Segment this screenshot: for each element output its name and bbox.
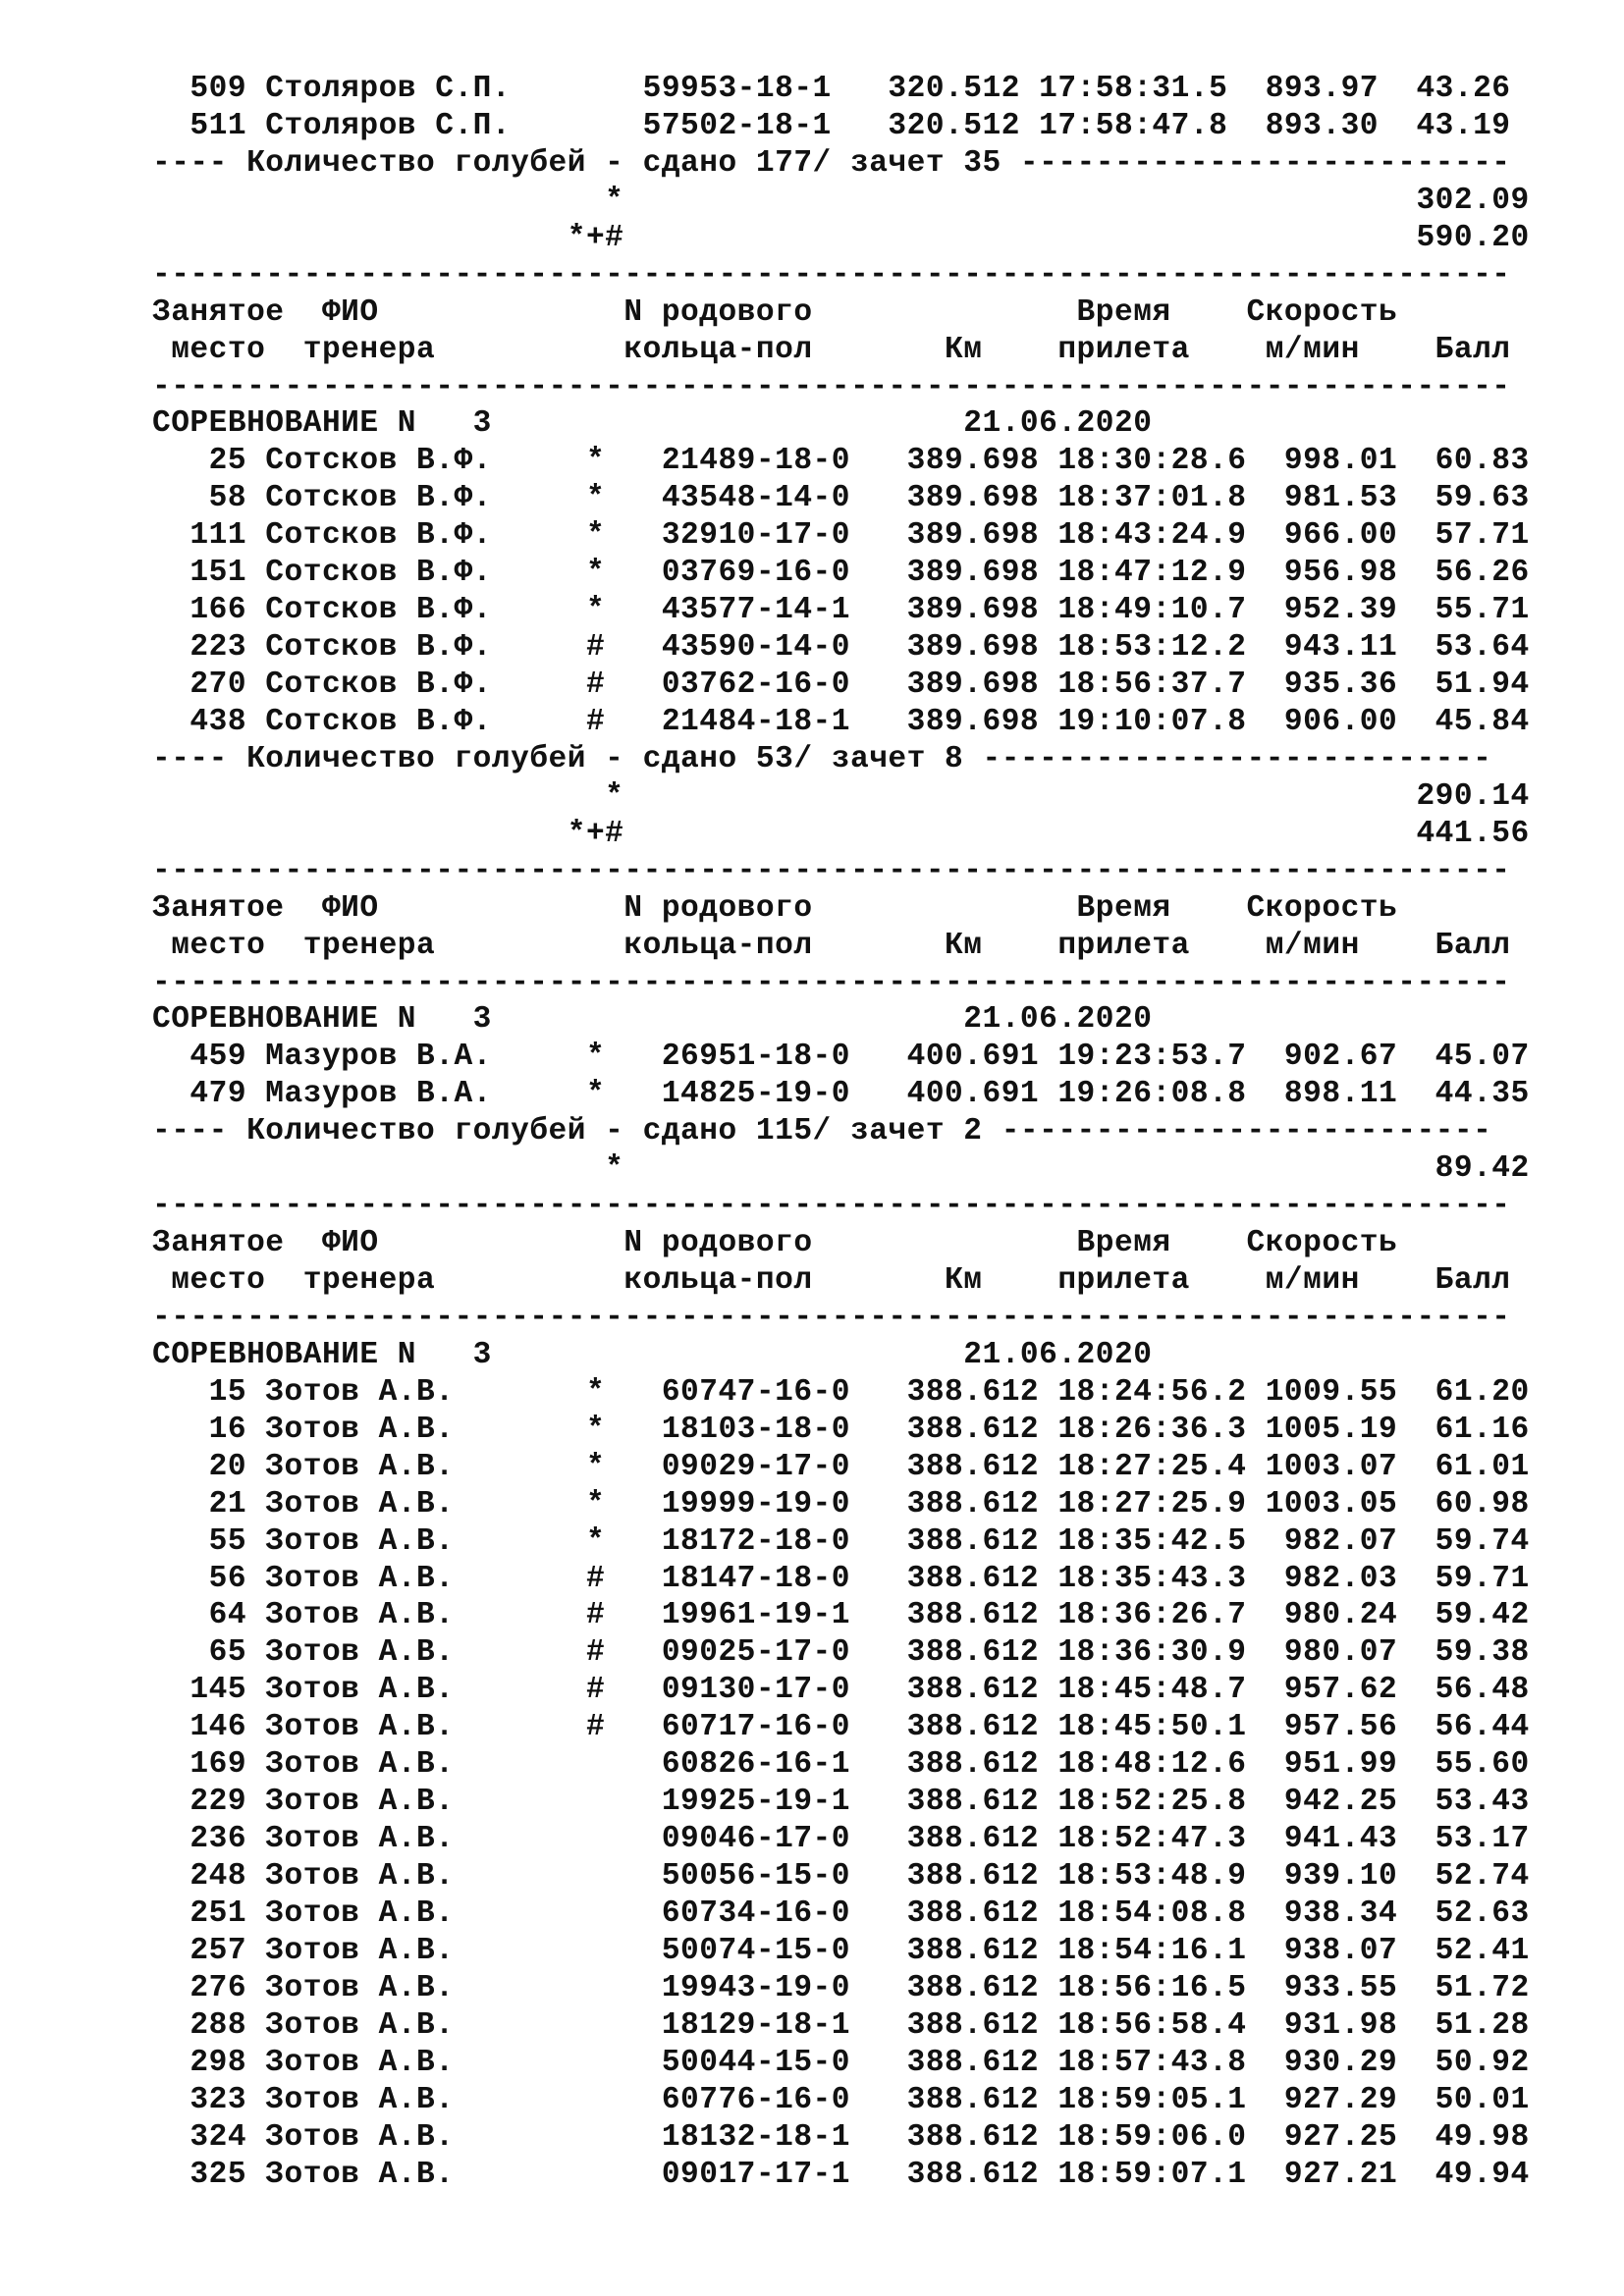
separator-line: ------------------------------------------------------------------------ [152, 257, 1511, 293]
result-row: 236 Зотов А.В. 09046-17-0 388.612 18:52:47.3 941.43 53.17 [152, 1822, 1530, 1857]
result-row: 21 Зотов А.В. * 19999-19-0 388.612 18:27:25.9 1003.05 60.98 [152, 1486, 1530, 1522]
result-row: 145 Зотов А.В. # 09130-17-0 388.612 18:45:48.7 957.62 56.48 [152, 1673, 1530, 1708]
result-row: 323 Зотов А.В. 60776-16-0 388.612 18:59:05.1 927.29 50.01 [152, 2082, 1530, 2117]
result-row: 151 Сотсков В.Ф. * 03769-16-0 389.698 18:47:12.9 956.98 56.26 [152, 556, 1530, 591]
result-row: 276 Зотов А.В. 19943-19-0 388.612 18:56:16.5 933.55 51.72 [152, 1970, 1530, 2005]
separator-line: ------------------------------------------------------------------------ [152, 1300, 1511, 1335]
result-row: 298 Зотов А.В. 50044-15-0 388.612 18:57:43.8 930.29 50.92 [152, 2045, 1530, 2080]
result-row: 229 Зотов А.В. 19925-19-1 388.612 18:52:25.8 942.25 53.43 [152, 1785, 1530, 1820]
column-header: место тренера кольца-пол Км прилета м/мин Балл [152, 928, 1511, 963]
summary-line: ---- Количество голубей - сдано 115/ зачет 2 -------------------------- [152, 1114, 1492, 1149]
result-row: 324 Зотов А.В. 18132-18-1 388.612 18:59:06.0 927.25 49.98 [152, 2119, 1530, 2155]
result-row: 248 Зотов А.В. 50056-15-0 388.612 18:53:48.9 939.10 52.74 [152, 1859, 1530, 1894]
result-row: 223 Сотсков В.Ф. # 43590-14-0 389.698 18:53:12.2 943.11 53.64 [152, 630, 1530, 666]
competition-header: СОРЕВНОВАНИЕ N 3 21.06.2020 [152, 1002, 1153, 1038]
result-row: 55 Зотов А.В. * 18172-18-0 388.612 18:35:42.5 982.07 59.74 [152, 1523, 1530, 1559]
subtotal-line: *+# 441.56 [152, 816, 1530, 851]
column-header: место тренера кольца-пол Км прилета м/мин Балл [152, 1263, 1511, 1298]
column-header: место тренера кольца-пол Км прилета м/мин Балл [152, 332, 1511, 367]
summary-line: ---- Количество голубей - сдано 53/ зачет 8 --------------------------- [152, 741, 1492, 776]
result-row: 438 Сотсков В.Ф. # 21484-18-1 389.698 19:10:07.8 906.00 45.84 [152, 704, 1530, 739]
result-row: 56 Зотов А.В. # 18147-18-0 388.612 18:35:43.3 982.03 59.71 [152, 1561, 1530, 1596]
result-row: 111 Сотсков В.Ф. * 32910-17-0 389.698 18:43:24.9 966.00 57.71 [152, 518, 1530, 554]
result-row: 166 Сотсков В.Ф. * 43577-14-1 389.698 18:49:10.7 952.39 55.71 [152, 593, 1530, 628]
column-header: Занятое ФИО N родового Время Скорость [152, 890, 1398, 926]
result-row: 65 Зотов А.В. # 09025-17-0 388.612 18:36:30.9 980.07 59.38 [152, 1635, 1530, 1671]
subtotal-line: * 302.09 [152, 183, 1530, 218]
competition-header: СОРЕВНОВАНИЕ N 3 21.06.2020 [152, 406, 1153, 442]
result-row: 169 Зотов А.В. 60826-16-1 388.612 18:48:12.6 951.99 55.60 [152, 1747, 1530, 1783]
summary-line: ---- Количество голубей - сдано 177/ зачет 35 -------------------------- [152, 145, 1511, 181]
column-header: Занятое ФИО N родового Время Скорость [152, 1226, 1398, 1261]
result-row: 288 Зотов А.В. 18129-18-1 388.612 18:56:58.4 931.98 51.28 [152, 2007, 1530, 2043]
result-row: 459 Мазуров В.А. * 26951-18-0 400.691 19:23:53.7 902.67 45.07 [152, 1040, 1530, 1075]
subtotal-line: * 89.42 [152, 1151, 1530, 1187]
separator-line: ------------------------------------------------------------------------ [152, 369, 1511, 404]
result-row: 146 Зотов А.В. # 60717-16-0 388.612 18:45:50.1 957.56 56.44 [152, 1710, 1530, 1745]
separator-line: ------------------------------------------------------------------------ [152, 853, 1511, 888]
result-row: 25 Сотсков В.Ф. * 21489-18-0 389.698 18:30:28.6 998.01 60.83 [152, 444, 1530, 479]
result-row: 20 Зотов А.В. * 09029-17-0 388.612 18:27:25.4 1003.07 61.01 [152, 1449, 1530, 1484]
result-row: 58 Сотсков В.Ф. * 43548-14-0 389.698 18:37:01.8 981.53 59.63 [152, 481, 1530, 516]
result-row: 15 Зотов А.В. * 60747-16-0 388.612 18:24:56.2 1009.55 61.20 [152, 1374, 1530, 1410]
result-row: 325 Зотов А.В. 09017-17-1 388.612 18:59:07.1 927.21 49.94 [152, 2157, 1530, 2192]
result-row: 251 Зотов А.В. 60734-16-0 388.612 18:54:08.8 938.34 52.63 [152, 1896, 1530, 1931]
competition-header: СОРЕВНОВАНИЕ N 3 21.06.2020 [152, 1337, 1153, 1372]
result-row: 257 Зотов А.В. 50074-15-0 388.612 18:54:16.1 938.07 52.41 [152, 1933, 1530, 1968]
subtotal-line: *+# 590.20 [152, 220, 1530, 255]
subtotal-line: * 290.14 [152, 778, 1530, 814]
result-row: 511 Столяров С.П. 57502-18-1 320.512 17:58:47.8 893.30 43.19 [152, 108, 1511, 143]
result-row: 64 Зотов А.В. # 19961-19-1 388.612 18:36:26.7 980.24 59.42 [152, 1598, 1530, 1633]
result-row: 509 Столяров С.П. 59953-18-1 320.512 17:58:31.5 893.97 43.26 [152, 72, 1511, 106]
column-header: Занятое ФИО N родового Время Скорость [152, 294, 1398, 330]
results-report [152, 71, 1530, 2193]
result-row: 479 Мазуров В.А. * 14825-19-0 400.691 19:26:08.8 898.11 44.35 [152, 1077, 1530, 1112]
result-row: 16 Зотов А.В. * 18103-18-0 388.612 18:26:36.3 1005.19 61.16 [152, 1412, 1530, 1447]
result-row: 270 Сотсков В.Ф. # 03762-16-0 389.698 18:56:37.7 935.36 51.94 [152, 667, 1530, 702]
separator-line: ------------------------------------------------------------------------ [152, 965, 1511, 1000]
separator-line: ------------------------------------------------------------------------ [152, 1189, 1511, 1224]
